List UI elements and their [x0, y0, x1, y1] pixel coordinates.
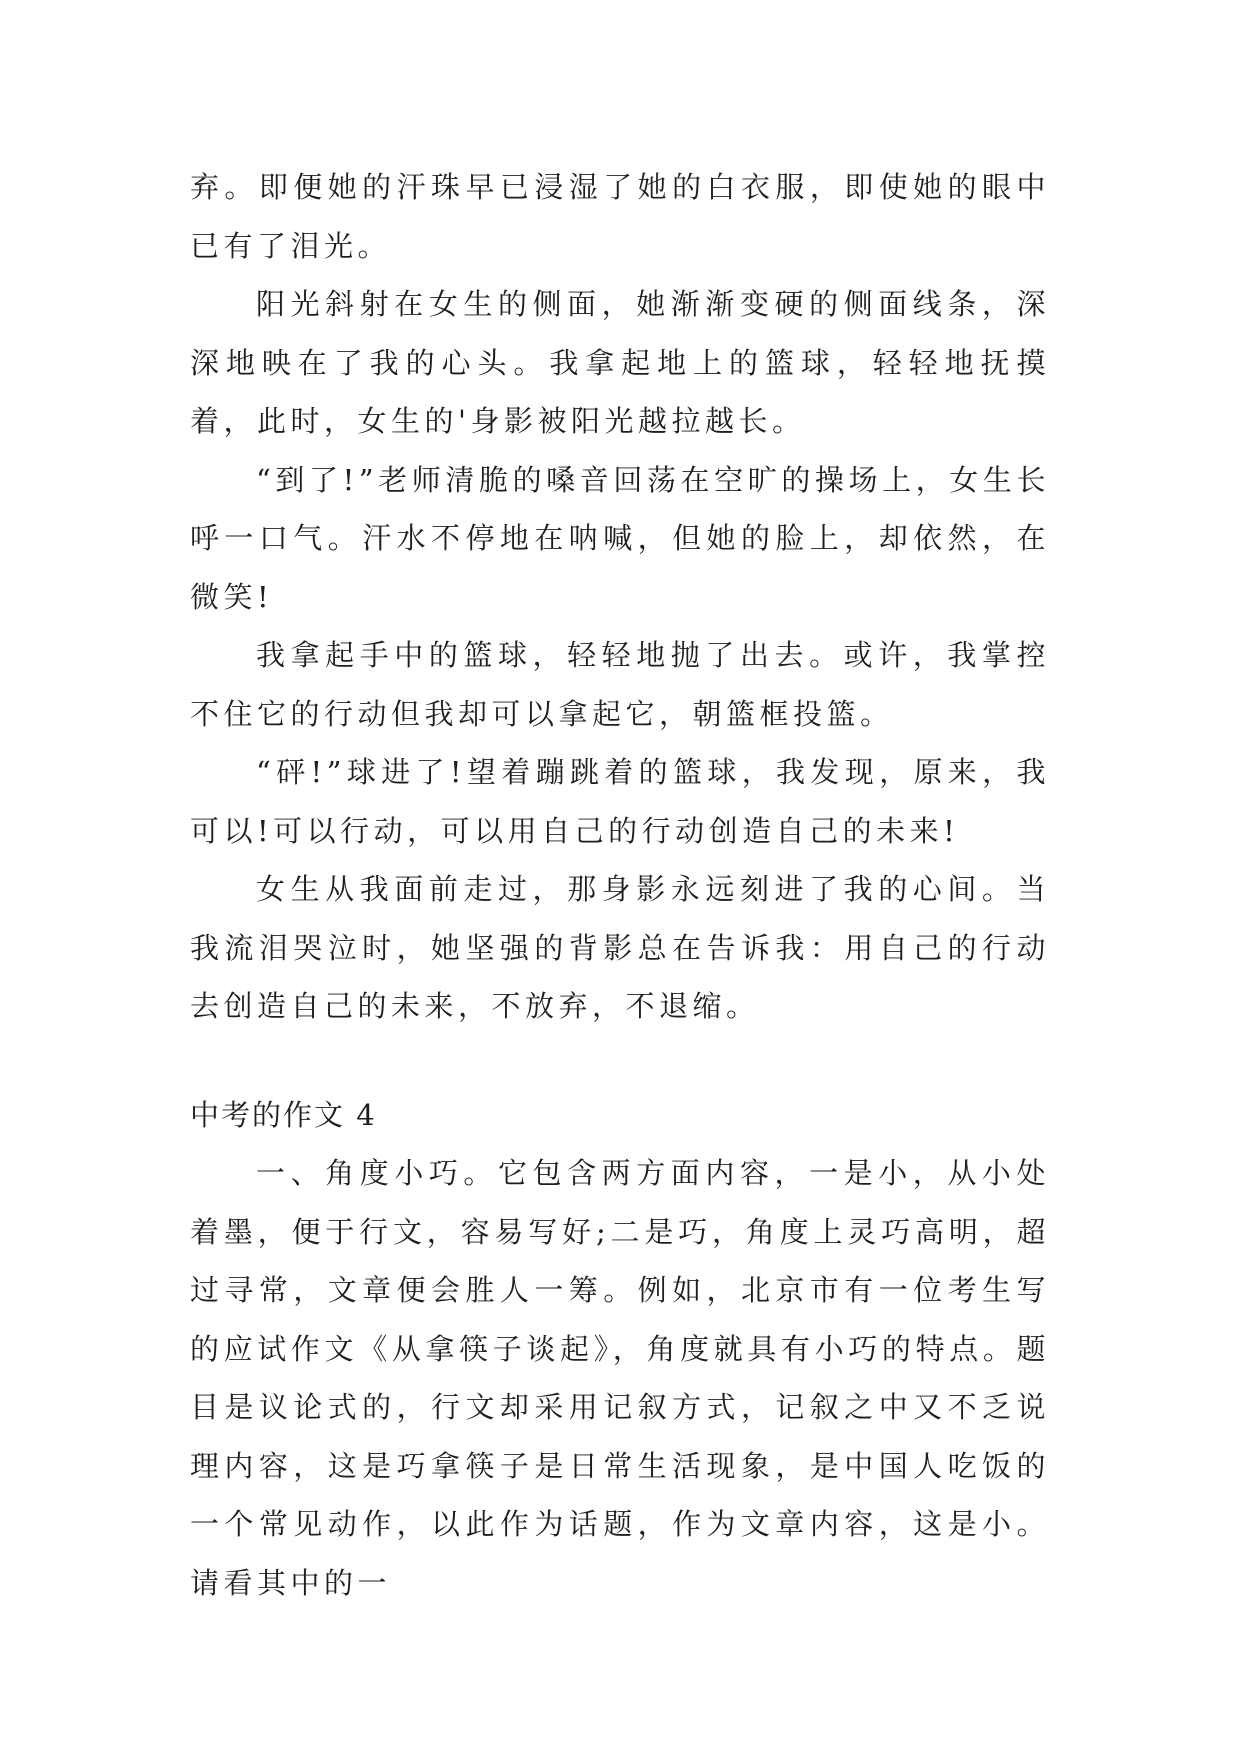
document-body: [190, 158, 1050, 1612]
paragraph: 女生从我面前走过，那身影永远刻进了我的心间。当我流泪哭泣时，她坚强的背影总在告诉我：用自己的行动去创造自己的未来，不放弃，不退缩。: [190, 872, 1050, 1023]
paragraph: 阳光斜射在女生的侧面，她渐渐变硬的侧面线条，深深地映在了我的心头。我拿起地上的篮球，轻轻地抚摸着，此时，女生的'身影被阳光越拉越长。: [190, 287, 1050, 438]
paragraph: “砰!”球进了!望着蹦跳着的篮球，我发现，原来，我可以!可以行动，可以用自己的行动创造自己的未来!: [190, 755, 1050, 848]
paragraph: “到了!”老师清脆的嗓音回荡在空旷的操场上，女生长呼一口气。汗水不停地在呐喊，但她的脸上，却依然，在微笑!: [190, 462, 1050, 614]
paragraph: 一、角度小巧。它包含两方面内容，一是小，从小处着墨，便于行文，容易写好;二是巧，角度上灵巧高明，超过寻常，文章便会胜人一筹。例如，北京市有一位考生写的应试作文《从拿筷子谈起》，角度就具有小巧的特点。题目是议论式的，行文却采用记叙方式，记叙之中又不乏说理内容，这是巧拿筷子是日常生活现象，是中国人吃饭的一个常见动作，以此作为话题，作为文章内容，这是小。请看其中的一: [190, 1156, 1050, 1600]
section-heading: 中考的作文 4: [190, 1097, 377, 1132]
paragraph: 我拿起手中的篮球，轻轻地抛了出去。或许，我掌控不住它的行动但我却可以拿起它，朝篮框投篮。: [190, 638, 1050, 731]
paragraph-continuation: 弃。即便她的汗珠早已浸湿了她的白衣服，即使她的眼中已有了泪光。: [190, 170, 1050, 263]
